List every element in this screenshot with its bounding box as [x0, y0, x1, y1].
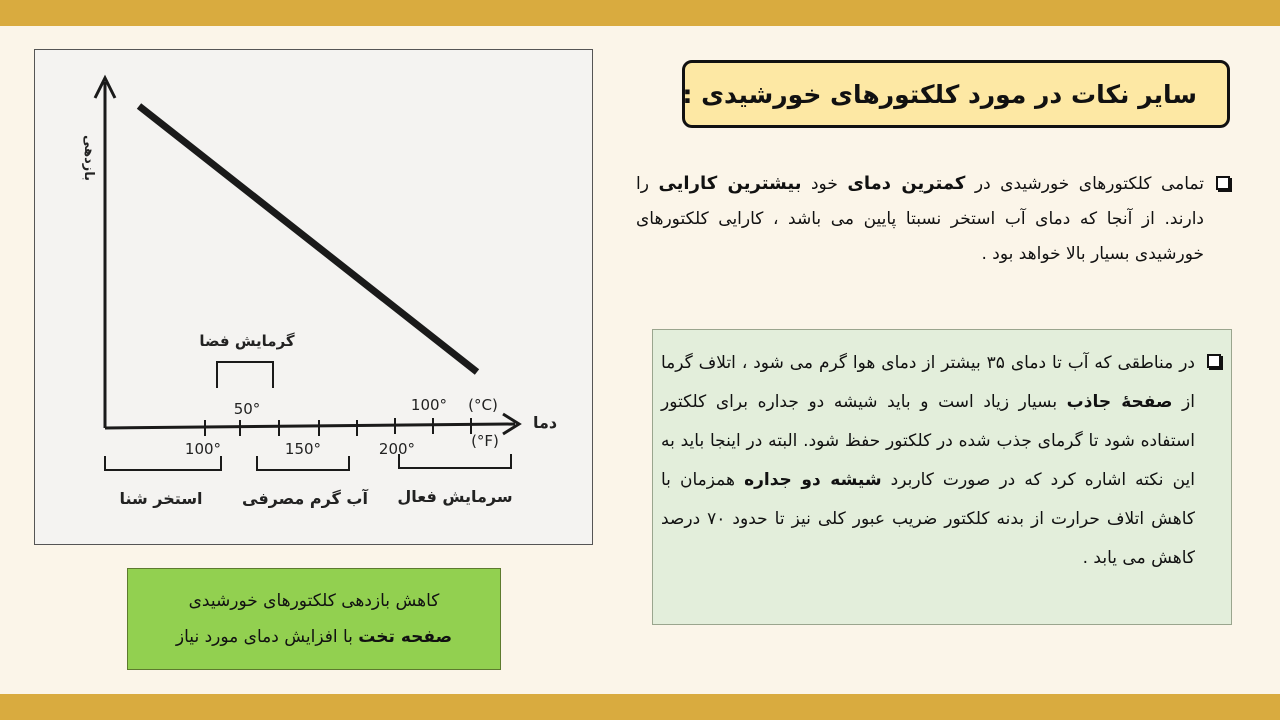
- efficiency-diagram: [34, 49, 593, 545]
- checkbox-bullet-icon: [1216, 176, 1230, 190]
- top-accent-band: [0, 0, 1280, 26]
- bottom-accent-band: [0, 694, 1280, 720]
- title-box: [682, 60, 1230, 128]
- text-run: در مناطقی که آب تا دمای ۳۵ بیشتر از دمای هوا گرم می شود ، اتلاف گرما از: [661, 353, 1195, 412]
- text-run: همزمان با کاهش اتلاف حرارت از بدنه کلکتور ضریب عبور کلی نیز تا حدود ۷۰ درصد کاهش می یابد .: [661, 470, 1195, 568]
- active-heating-label: سرمایش فعال: [397, 487, 513, 506]
- y-axis-title: بازدهی: [81, 134, 96, 182]
- active-heating-range-bracket: [399, 454, 511, 468]
- caption-line-2: [176, 619, 452, 655]
- fahrenheit-200-label: 200°: [378, 440, 416, 458]
- celsius-50-label: 50°: [233, 400, 261, 418]
- hot-water-range-bracket: [257, 456, 349, 470]
- efficiency-line: [139, 106, 477, 372]
- caption-line-2-rest: با افزایش دمای مورد نیاز: [175, 627, 359, 647]
- celsius-unit-label: (°C): [468, 396, 498, 414]
- x-axis: [105, 424, 515, 428]
- fahrenheit-unit-label: (°F): [471, 432, 499, 450]
- x-axis-title: دما: [532, 413, 558, 432]
- bullet-point-2: [652, 329, 1232, 625]
- checkbox-bullet-icon: [1207, 354, 1221, 368]
- emphasis-lowest-temperature: کمترین دمای: [847, 173, 966, 194]
- space-heating-label: گرمایش فضا: [199, 332, 295, 350]
- fahrenheit-100-label: 100°: [184, 440, 222, 458]
- text-run: خود: [801, 174, 848, 194]
- caption-line-1: کاهش بازدهی کلکتورهای خورشیدی: [188, 591, 440, 611]
- emphasis-highest-efficiency: بیشترین کارایی: [658, 173, 802, 194]
- pool-range-bracket: [105, 456, 221, 470]
- text-run: بسیار زیاد است و باید شیشه دو جداره برای کلکتور استفاده شود تا گرمای جذب شده در کلکتور حفظ شود. البته در اینجا باید به این نکته اشاره کرد که در صورت کاربرد: [661, 392, 1195, 490]
- hot-water-label: آب گرم مصرفی: [242, 489, 368, 508]
- bullet-2-text: [661, 344, 1195, 578]
- fahrenheit-150-label: 150°: [284, 440, 322, 458]
- emphasis-double-glazing: شیشه دو جداره: [744, 470, 882, 490]
- bullet-point-1: [636, 166, 1230, 272]
- bullet-1-text: [636, 166, 1204, 272]
- space-heating-bracket: [217, 362, 273, 388]
- figure-caption: [127, 568, 501, 670]
- slide-title: سایر نکات در مورد کلکتورهای خورشیدی :: [682, 79, 1197, 109]
- text-run: را دارند. از آنجا که دمای آب استخر نسبتا پایین می باشد ، کارایی کلکتورهای خورشیدی بسیار بالا خواهد بود .: [636, 174, 1204, 264]
- caption-emphasis: صفحه تخت: [358, 627, 453, 647]
- emphasis-absorber-plate: صفحهٔ جاذب: [1066, 392, 1173, 412]
- text-run: تمامی کلکتورهای خورشیدی در: [965, 174, 1204, 194]
- pool-label: استخر شنا: [119, 489, 203, 508]
- celsius-100-label: 100°: [410, 396, 448, 414]
